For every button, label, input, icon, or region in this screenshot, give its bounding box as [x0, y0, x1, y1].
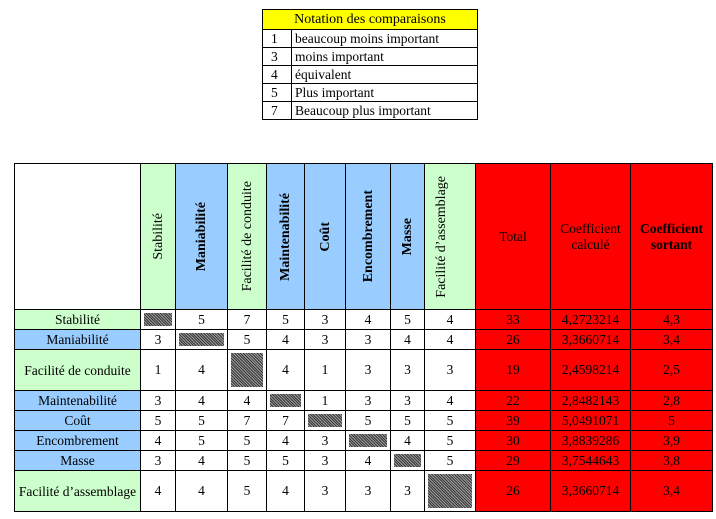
row-header: Facilité d’assemblage: [15, 471, 141, 512]
score-cell: 5: [228, 471, 267, 512]
row-header: Stabilité: [15, 310, 141, 330]
score-cell: 4: [267, 471, 305, 512]
coef-calc-cell: 3,8839286: [551, 431, 631, 451]
legend-row: [263, 30, 478, 48]
legend-text: équivalent: [292, 66, 478, 84]
score-cell: 5: [346, 411, 391, 431]
score-cell: 3: [305, 451, 346, 471]
score-cell: 4: [176, 471, 228, 512]
diagonal-hatch: [428, 474, 472, 508]
score-cell: 4: [391, 431, 425, 451]
score-cell: 4: [425, 391, 476, 411]
matrix-header-row: [15, 164, 713, 310]
coef-out-cell: 2,5: [631, 350, 713, 391]
coef-calc-cell: 2,4598214: [551, 350, 631, 391]
col-header: Encombrement: [346, 164, 391, 310]
score-cell: 5: [391, 310, 425, 330]
matrix-row: [15, 451, 713, 471]
score-cell: 1: [141, 350, 176, 391]
row-header: Encombrement: [15, 431, 141, 451]
coef-out-cell: 5: [631, 411, 713, 431]
row-header: Masse: [15, 451, 141, 471]
score-cell: 4: [176, 350, 228, 391]
legend-row: [263, 48, 478, 66]
matrix-row: [15, 391, 713, 411]
comparison-matrix: [14, 163, 713, 512]
diagonal-cell: [346, 431, 391, 451]
col-header: Stabilité: [141, 164, 176, 310]
col-header: Maintenabilité: [267, 164, 305, 310]
score-cell: 3: [305, 431, 346, 451]
score-cell: 3: [346, 391, 391, 411]
col-header: Coût: [305, 164, 346, 310]
score-cell: 5: [425, 411, 476, 431]
score-cell: 7: [267, 411, 305, 431]
score-cell: 4: [267, 350, 305, 391]
score-cell: 4: [267, 330, 305, 350]
diagonal-hatch: [144, 313, 172, 326]
diagonal-cell: [176, 330, 228, 350]
matrix-row: [15, 431, 713, 451]
score-cell: 3: [141, 330, 176, 350]
score-cell: 4: [391, 330, 425, 350]
matrix-row: [15, 350, 713, 391]
diagonal-hatch: [394, 454, 421, 467]
corner-cell: [15, 164, 141, 310]
score-cell: 5: [391, 411, 425, 431]
total-cell: 22: [476, 391, 551, 411]
score-cell: 4: [425, 330, 476, 350]
total-cell: 26: [476, 330, 551, 350]
score-cell: 3: [141, 391, 176, 411]
score-cell: 5: [425, 451, 476, 471]
total-cell: 19: [476, 350, 551, 391]
score-cell: 1: [305, 350, 346, 391]
legend-text: Plus important: [292, 84, 478, 102]
legend-row: [263, 66, 478, 84]
row-header: Maintenabilité: [15, 391, 141, 411]
col-header: Facilité d’assemblage: [425, 164, 476, 310]
score-cell: 5: [267, 310, 305, 330]
diagonal-hatch: [270, 394, 301, 407]
row-header: Facilité de conduite: [15, 350, 141, 391]
col-header: Masse: [391, 164, 425, 310]
coef-calc-cell: 3,3660714: [551, 330, 631, 350]
legend-text: beaucoup moins important: [292, 30, 478, 48]
col-header: Facilité de conduite: [228, 164, 267, 310]
coef-out-cell: 3,4: [631, 471, 713, 512]
score-cell: 5: [228, 431, 267, 451]
coef-calc-cell: 4,2723214: [551, 310, 631, 330]
diagonal-hatch: [308, 414, 342, 427]
score-cell: 5: [176, 310, 228, 330]
legend-title: Notation des comparaisons: [263, 10, 478, 30]
diagonal-cell: [425, 471, 476, 512]
notation-legend: [262, 9, 478, 120]
score-cell: 4: [346, 451, 391, 471]
score-cell: 4: [176, 391, 228, 411]
score-cell: 7: [228, 411, 267, 431]
diagonal-cell: [305, 411, 346, 431]
score-cell: 3: [346, 471, 391, 512]
coef-out-cell: 2,8: [631, 391, 713, 411]
score-cell: 3: [391, 391, 425, 411]
coef-calc-header: Coefficient calculé: [551, 164, 631, 310]
coef-out-cell: 3,9: [631, 431, 713, 451]
total-cell: 33: [476, 310, 551, 330]
diagonal-cell: [141, 310, 176, 330]
score-cell: 4: [267, 431, 305, 451]
score-cell: 4: [346, 310, 391, 330]
total-header: Total: [476, 164, 551, 310]
score-cell: 4: [228, 391, 267, 411]
legend-code: 4: [263, 66, 292, 84]
matrix-row: [15, 330, 713, 350]
legend-text: Beaucoup plus important: [292, 102, 478, 120]
coef-out-header: Coefficient sortant: [631, 164, 713, 310]
coef-out-cell: 4,3: [631, 310, 713, 330]
diagonal-cell: [228, 350, 267, 391]
score-cell: 5: [228, 451, 267, 471]
legend-text: moins important: [292, 48, 478, 66]
total-cell: 39: [476, 411, 551, 431]
diagonal-hatch: [179, 333, 224, 346]
total-cell: 29: [476, 451, 551, 471]
legend-code: 3: [263, 48, 292, 66]
coef-calc-cell: 2,8482143: [551, 391, 631, 411]
matrix-row: [15, 471, 713, 512]
score-cell: 3: [346, 330, 391, 350]
score-cell: 3: [391, 471, 425, 512]
score-cell: 3: [305, 471, 346, 512]
score-cell: 5: [141, 411, 176, 431]
score-cell: 1: [305, 391, 346, 411]
score-cell: 4: [176, 451, 228, 471]
coef-calc-cell: 3,7544643: [551, 451, 631, 471]
coef-out-cell: 3,8: [631, 451, 713, 471]
score-cell: 3: [425, 350, 476, 391]
legend-code: 7: [263, 102, 292, 120]
col-header: Maniabilité: [176, 164, 228, 310]
score-cell: 5: [228, 330, 267, 350]
score-cell: 3: [141, 451, 176, 471]
matrix-row: [15, 310, 713, 330]
diagonal-hatch: [349, 434, 387, 447]
legend-code: 5: [263, 84, 292, 102]
diagonal-hatch: [231, 353, 263, 387]
matrix-row: [15, 411, 713, 431]
total-cell: 26: [476, 471, 551, 512]
diagonal-cell: [267, 391, 305, 411]
score-cell: 4: [425, 310, 476, 330]
score-cell: 5: [176, 431, 228, 451]
score-cell: 5: [425, 431, 476, 451]
coef-calc-cell: 5,0491071: [551, 411, 631, 431]
score-cell: 3: [391, 350, 425, 391]
row-header: Maniabilité: [15, 330, 141, 350]
score-cell: 5: [176, 411, 228, 431]
coef-out-cell: 3,4: [631, 330, 713, 350]
score-cell: 4: [141, 471, 176, 512]
score-cell: 7: [228, 310, 267, 330]
row-header: Coût: [15, 411, 141, 431]
legend-row: [263, 102, 478, 120]
score-cell: 3: [305, 330, 346, 350]
score-cell: 3: [305, 310, 346, 330]
total-cell: 30: [476, 431, 551, 451]
legend-code: 1: [263, 30, 292, 48]
coef-calc-cell: 3,3660714: [551, 471, 631, 512]
score-cell: 5: [267, 451, 305, 471]
diagonal-cell: [391, 451, 425, 471]
legend-row: [263, 84, 478, 102]
score-cell: 4: [141, 431, 176, 451]
score-cell: 3: [346, 350, 391, 391]
